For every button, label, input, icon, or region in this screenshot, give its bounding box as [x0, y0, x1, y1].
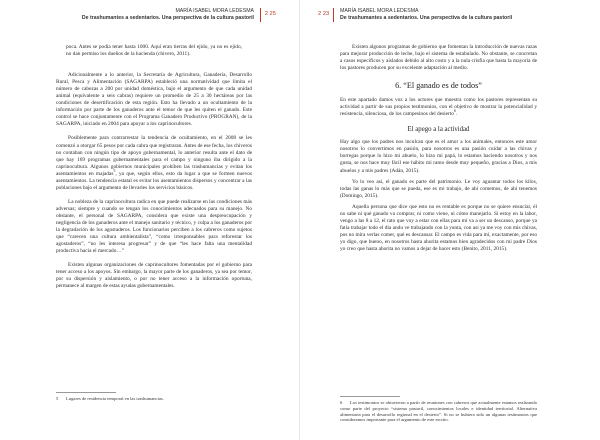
- running-header: [340, 8, 512, 22]
- paragraph: La nobleza de la caprinocultura radica en que puede realizarse en las condiciones más adversas; siempre y cuando se tengan los conocimientos adecuados para su manejo. No obstante, el personal de SAGARPA, considera que existe una despreocupación y negligencia de los ganaderos ante el manejo sanitario y técnico, y culpa a los ganaderos por la degradación de los agostaderos. Los funcionarios perciben a los cabreros como sujetos que “carecen una cultura ambientalista”, “como irresponsables para reforestar los agostaderos”, “no les interesa progresar” y de que “les hace falta una mentalidad productiva hacia el mercado…”: [56, 198, 252, 255]
- footnote-text: Lugares de residencia temporal en las trashumancias.: [66, 396, 164, 401]
- paragraph: Existen algunos programas de gobierno que fomentan la introducción de nuevas razas para mejorar producción de leche, bajo el sistema de estabulado. No obstante, se concretan a casos específicos y aislados debido al alto costo y a la nula crisfía que hasta la mayoría de los pastores producen por su excelente adaptación al medio.: [340, 44, 537, 72]
- footnote-rule: [340, 396, 400, 397]
- paragraph-text: .: [455, 111, 458, 118]
- page-body: [340, 44, 537, 253]
- header-author: MARÍA ISABEL MORA LEDESMA: [175, 8, 254, 14]
- header-author: MARÍA ISABEL MORA LEDESMA: [340, 8, 419, 14]
- footnote-rule: [56, 392, 116, 393]
- subheading: El apego a la actividad: [407, 126, 470, 134]
- footnote-ref: 6: [453, 109, 456, 114]
- paragraph-text: , ya que, según ellos, esto da lugar a que se formen nuevos asentamientos. La tendencia estatal es evitar los asentamientos dispersos y concentrar a las poblaciones bajo el argumento de llevarles los servicios básicos.: [56, 170, 252, 191]
- footnote: [56, 392, 252, 402]
- paragraph: Adicionalmente a lo anterior, la Secretaría de Agricultura, Ganadería, Desarrollo Rural, Pesca y Alimentación (SAGARPA) estableció una normatividad que limita el número de cabezas a 200 por unidad doméstica, bajo el argumento de que cada unidad animal (equivalente a seis cabras) requiere un promedio de 25 a 30 hectáreas por las condiciones de desertificación de esta región. Esto ha llevado a un ocultamiento de la información por parte de los ganaderos ante el temor de que les quiten el ganado. Este control se hace conjuntamente con el Programa Ganadero Productivo (PROGRAN), de la SAGARPA, iniciado en 2004 para apoyar a los caprinocultores.: [56, 72, 252, 128]
- paragraph: Existen algunas organizaciones de caprinocultores fomentadas por el gobierno para tener acceso a los apoyos. Sin embargo, la mayor parte de los ganaderos, ya sea por temor, por su dispersión y aislamiento, o por no tener acceso a la información oportuna, permanece al margen de estas ayudas gubernamentales.: [56, 262, 252, 290]
- paragraph: Aquella persona que dice que esto no es rentable es porque no se quiere ensuciar, él no sabe ni qué ganado va comprar, ni como viene, ni cómo manejarlo. Si estoy en la labor, vengo a las 8 a 12, el rato que voy a estar con ellas para mí va a ser un descanso, porque ya fatia trabajar todo el día andu ve trabajando con la yunta, con así ya me voy con mis chivas, pos no mira verlas comer, qué es descansar. El campo es vida para mí, exactamente, por eso yo digo, que bueno, en nosotros hasta ahorita estamos bien agradecidos con mi padre Dios yo creo que hasta ahorita no vamos a dejar de hacer esto (Benito, 2011, 2015).: [340, 203, 537, 252]
- right-page: [300, 0, 600, 440]
- paragraph: [340, 97, 537, 118]
- paragraph: Yo lo veo así, el ganado es parte del patrimonio. Le voy aguantar todos los kilos, todas las ganas lo más que se pueda, ese es mi trabajo, de ahí comemos, de ahí tenemos (Domingo, 2015).: [340, 178, 537, 199]
- header-title: De trashumantes a sedentarios. Una perspectiva de la cultura pastoril: [340, 15, 513, 21]
- section-heading: 6. “El ganado es de todos”: [395, 81, 482, 91]
- footnote-number: 6: [340, 400, 343, 405]
- paragraph-text: En este apartado damos voz a los actores que muestra como los pastores representan su actividad a partir de sus propios testimonios, con el objetivo de mostrar la potencialidad y resistencia, silenciosa, de los campesinos del desierto: [340, 97, 537, 118]
- paragraph: [56, 135, 252, 191]
- header-divider: [260, 8, 261, 22]
- paragraph: Hay algo que los padres nos inculcan que es el amor a los animales, entonces este amor nosotros lo convertimos en pasión, para nosotros es una pasión cuidar a las chivas y borregas porque lo hizo mi abuelo, lo hizo mi papá, lo estamos haciendo nosotros y nos gusta, se nos hace muy fácil ese hábito mi ramo desde muy pequeño, gracias a Dios, a mis abuelos y a mis padres (Adán, 2015).: [340, 139, 537, 174]
- header-divider: [333, 8, 334, 22]
- running-header: [82, 8, 254, 22]
- page-number: 2 25: [264, 11, 276, 17]
- footnote-text: Los testimonios se obtuvieron a partir de reuniones con cabreros que actualmente estamos realizando como parte del proyecto “sistema pastoril, conocimientos locales e identidad territorial. Alternativa alimentaria para el desarrollo regional en el desierto”. Si no se hubiera sido un algunas testimonios que consideramos importante para el argumento de este escrito.: [340, 400, 537, 423]
- page-body: [56, 44, 252, 290]
- paragraph: poca. Antes se podía tener hasta 1000. Aquí eran tierras del ejido, ya no es ejido, no dan permiso los dueños de la hacienda (chivero, 2011).: [66, 44, 242, 58]
- footnote-ref: 5: [113, 168, 116, 173]
- footnote: [340, 396, 537, 423]
- footnote-number: 5: [56, 396, 59, 401]
- page-number: 2 23: [318, 11, 330, 17]
- header-title: De trashumantes a sedentarios. Una perspectiva de la cultura pastoril: [81, 15, 254, 21]
- paragraph-text: Posiblemente para contrarrestar la tendencia de ocultamiento, en el 2008 se les comenzó a otorgar 65 pesos por cada cabra que registraran. Antes de ese fecha, los chiveros no contaban con ningún tipo de apoyo gubernamental, lo anterior resulta ante el dato de que hay 169 programas gubernamentales para el campo y ninguno iba dirigido a la caprinocultura. Algunos gobiernos municipales prohíben las trashumancias y evitan los asentamientos en majadas: [56, 135, 252, 177]
